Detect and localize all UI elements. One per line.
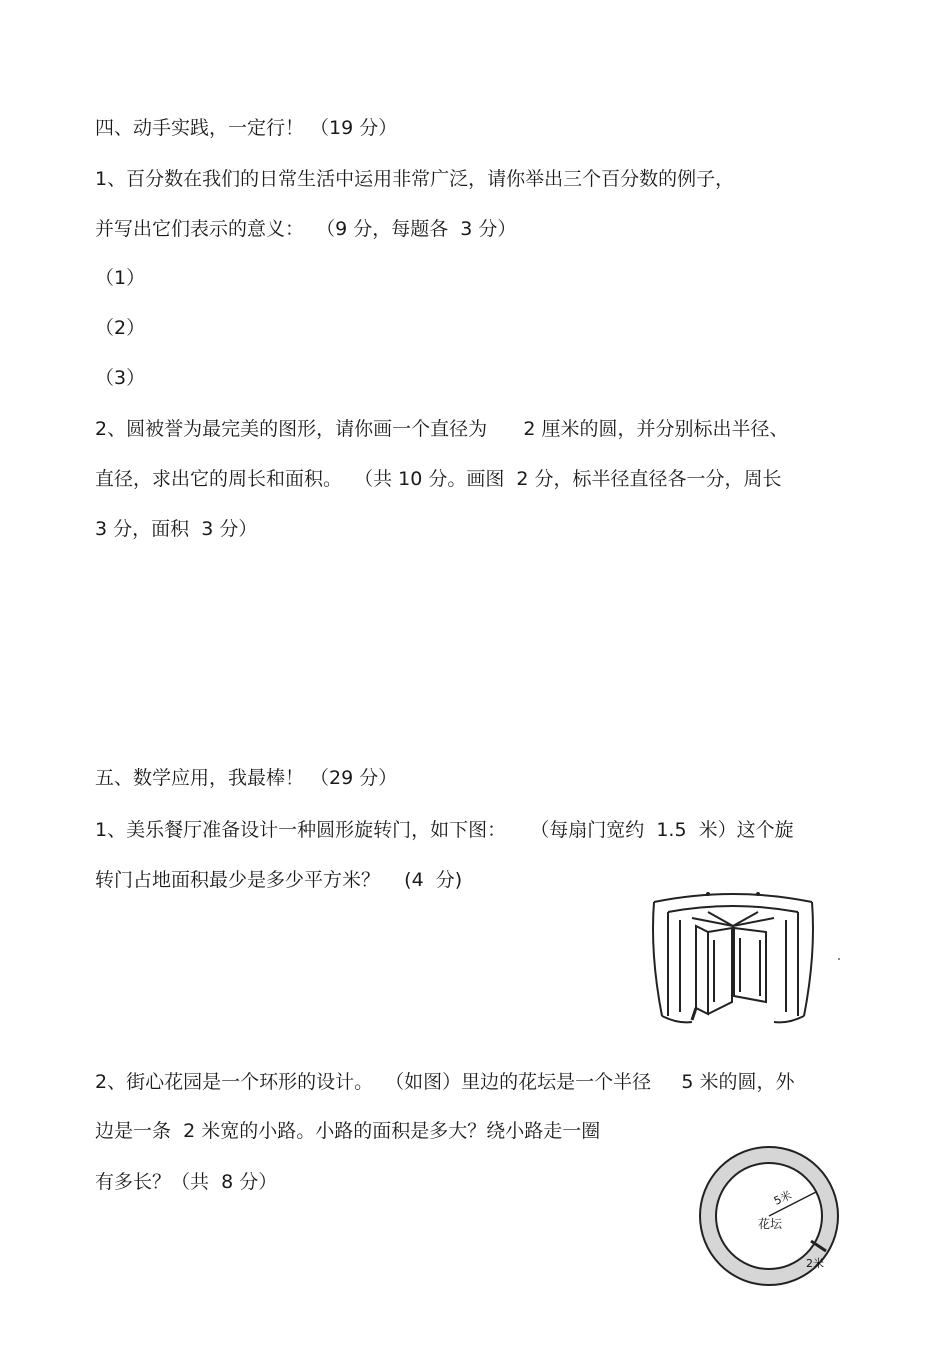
answer-item-3: （3） <box>95 367 146 389</box>
question-4-1-line-2: 并写出它们表示的意义： （9 分，每题各 3 分） <box>95 218 517 240</box>
section-5-title: 五、数学应用，我最棒！ （29 分） <box>95 767 398 789</box>
question-4-2-line-1: 2、圆被誉为最完美的图形，请你画一个直径为 2 厘米的圆，并分别标出半径、 <box>95 418 789 440</box>
question-4-1-line-1: 1、百分数在我们的日常生活中运用非常广泛，请你举出三个百分数的例子， <box>95 168 735 190</box>
section-4-title: 四、动手实践，一定行！ （19 分） <box>95 117 398 139</box>
path-width-label: 2米 <box>806 1257 824 1270</box>
question-4-2-line-3: 3 分，面积 3 分） <box>95 518 258 540</box>
question-5-1-line-1: 1、美乐餐厅准备设计一种圆形旋转门，如下图： （每扇门宽约 1.5 米）这个旋 <box>95 819 794 841</box>
question-5-2-line-3: 有多长？（共 8 分） <box>95 1171 278 1193</box>
question-5-2-line-2: 边是一条 2 米宽的小路。小路的面积是多大？绕小路走一圈 <box>95 1120 601 1142</box>
scan-speck <box>838 958 840 960</box>
answer-item-1: （1） <box>95 267 146 289</box>
question-5-1-line-2: 转门占地面积最少是多少平方米？ (4 分) <box>95 869 463 891</box>
question-5-2-line-1: 2、街心花园是一个环形的设计。 （如图）里边的花坛是一个半径 5 米的圆，外 <box>95 1071 795 1093</box>
answer-item-2: （2） <box>95 317 146 339</box>
flowerbed-label: 花坛 <box>758 1217 783 1231</box>
ring-garden-figure <box>694 1145 844 1290</box>
question-4-2-line-2: 直径，求出它的周长和面积。 （共 10 分。画图 2 分，标半径直径各一分，周长 <box>95 468 782 490</box>
radius-label: 5米 <box>771 1188 794 1208</box>
revolving-door-figure <box>648 884 818 1026</box>
